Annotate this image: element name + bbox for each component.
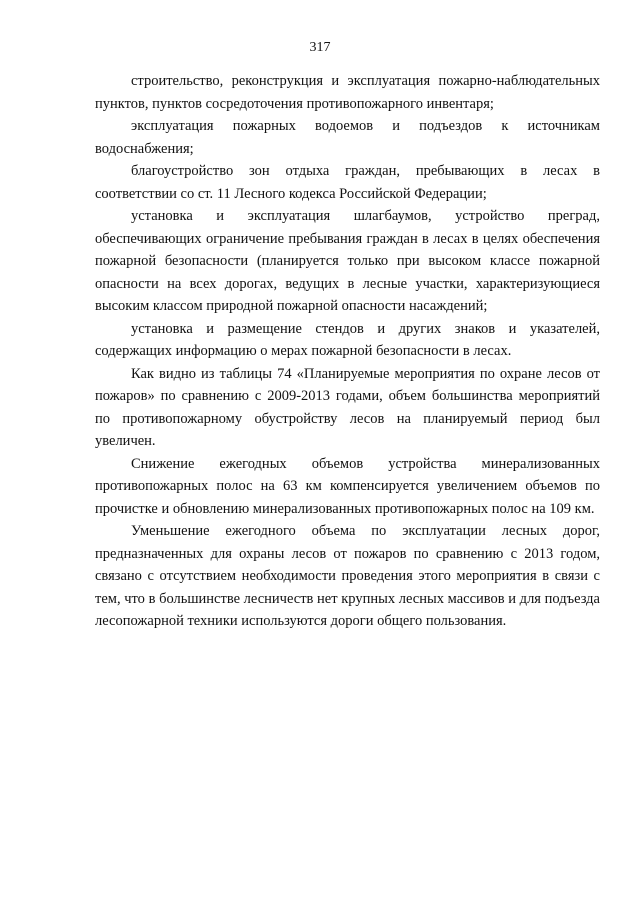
paragraph: установка и эксплуатация шлагбаумов, устройство преград, обеспечивающих ограничение пребывания граждан в лесах в целях обеспечения пожарной безопасности (планируется только при высоком классе пожарной опасности на всех дорогах, ведущих в лесные участки, характеризующиеся высоким классом природной пожарной опасности насаждений; bbox=[95, 208, 600, 314]
paragraph: строительство, реконструкция и эксплуатация пожарно-наблюдательных пунктов, пунктов сосредоточения противопожарного инвентаря; bbox=[95, 73, 600, 112]
paragraph: Снижение ежегодных объемов устройства минерализованных противопожарных полос на 63 км компенсируется увеличением объемов по прочистке и обновлению минерализованных противопожарных полос на 109 км. bbox=[95, 455, 600, 517]
page-number: 317 bbox=[309, 40, 331, 55]
paragraph: эксплуатация пожарных водоемов и подъездов к источникам водоснабжения; bbox=[95, 118, 600, 157]
paragraph: установка и размещение стендов и других знаков и указателей, содержащих информацию о мерах пожарной безопасности в лесах. bbox=[95, 320, 600, 359]
document-body bbox=[95, 70, 600, 633]
paragraph: Как видно из таблицы 74 «Планируемые мероприятия по охране лесов от пожаров» по сравнению с 2009-2013 годами, объем большинства мероприятий по противопожарному обустройству лесов на планируемый период был увеличен. bbox=[95, 365, 600, 449]
paragraph: Уменьшение ежегодного объема по эксплуатации лесных дорог, предназначенных для охраны лесов от пожаров по сравнению с 2013 годом, связано с отсутствием необходимости проведения этого мероприятия в связи с тем, что в большинстве лесничеств нет крупных лесных массивов и для подъезда лесопожарной техники используются дороги общего пользования. bbox=[95, 523, 600, 629]
paragraph: благоустройство зон отдыха граждан, пребывающих в лесах в соответствии со ст. 11 Лесного кодекса Российской Федерации; bbox=[95, 163, 600, 202]
